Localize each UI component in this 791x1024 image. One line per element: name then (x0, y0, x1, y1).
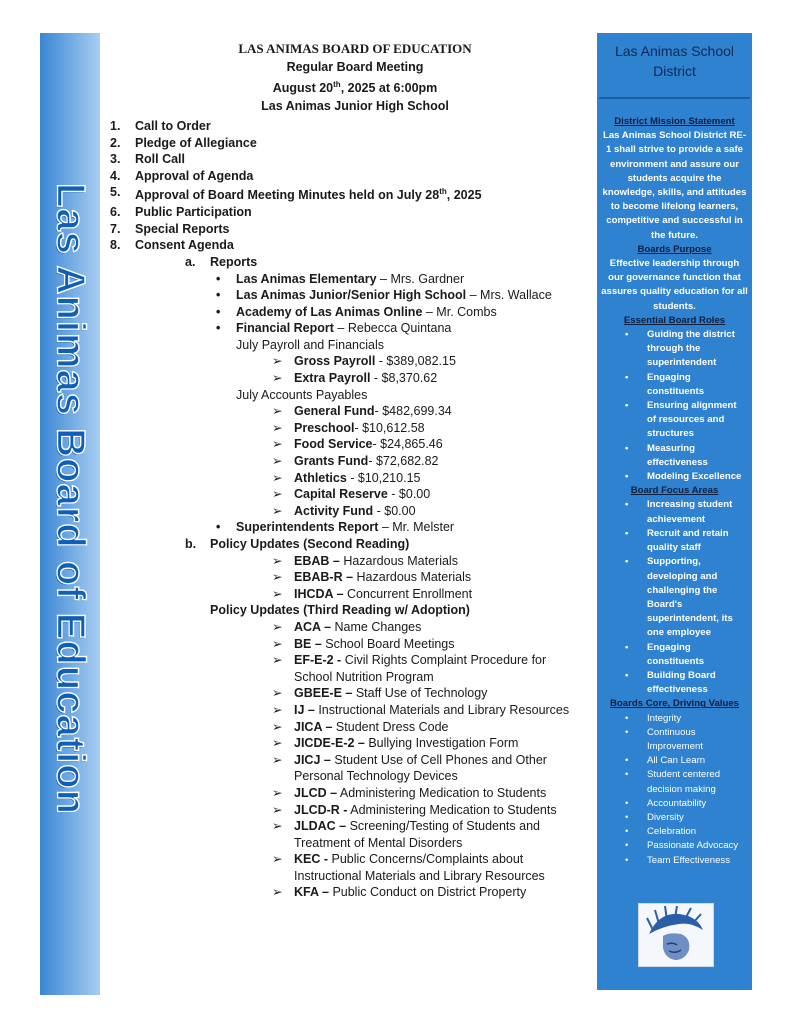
arrow-text: General Fund- $482,699.34 (294, 404, 452, 419)
superintendent-report (110, 519, 590, 536)
item-text: Approval of Board Meeting Minutes held on July 28th, 2025 (135, 187, 482, 203)
item-text: Roll Call (135, 152, 186, 167)
agenda-item (110, 237, 590, 254)
arrow-text: KFA – Public Conduct on District Property (294, 885, 527, 900)
bullet-text: Las Animas Elementary – Mrs. Gardner (236, 271, 465, 286)
arrow-bold: GBEE-E – (294, 686, 353, 701)
arrow-bold: JLDAC – (294, 819, 347, 834)
arrow-bold: KFA – (294, 885, 329, 900)
policy-item (110, 685, 590, 702)
item-number: 8. (110, 238, 121, 253)
arrow-bold: Athletics (294, 470, 347, 485)
arrow-text: Food Service- $24,865.46 (294, 437, 443, 452)
arrow-text: IJ – Instructional Materials and Library Resources (294, 702, 570, 717)
policy-item (110, 619, 590, 636)
reports-heading (110, 254, 590, 271)
document-header (200, 40, 510, 115)
bullet-text: Academy of Las Animas Online – Mr. Combs (236, 304, 497, 319)
bullet-text: Financial Report – Rebecca Quintana (236, 321, 452, 336)
arrow-bullet-icon: ➢ (272, 885, 283, 900)
arrow-text: KEC - Public Concerns/Complaints about Instructional Materials and Library Resources (294, 852, 545, 883)
policy-item (110, 553, 590, 570)
role-item: • Measuring effectiveness (597, 442, 752, 470)
arrow-bullet-icon: ➢ (272, 802, 283, 817)
item-number: 4. (110, 168, 121, 183)
item-text: Public Participation (135, 205, 252, 220)
policy-item (110, 735, 590, 752)
sub-title: Reports (210, 254, 258, 269)
arrow-bullet-icon: ➢ (272, 686, 283, 701)
report-item (110, 304, 590, 321)
focus-item: • Recruit and retain quality staff (597, 527, 752, 555)
bullet-bold: Las Animas Junior/Senior High School (236, 288, 467, 303)
arrow-bullet-icon: ➢ (272, 454, 283, 469)
meeting-type: Regular Board Meeting (286, 60, 424, 74)
arrow-bold: EF-E-2 - (294, 653, 342, 668)
arrow-text: EBAB – Hazardous Materials (294, 553, 458, 568)
bullet-icon: • (216, 321, 221, 336)
value-item: • All Can Learn (597, 754, 752, 768)
arrow-bold: JICDE-E-2 – (294, 736, 365, 751)
panel-body (597, 115, 752, 868)
payable-item (110, 486, 590, 503)
policy-item (110, 752, 590, 785)
focus-list (597, 498, 752, 697)
arrow-text: Athletics - $10,210.15 (294, 470, 421, 485)
policy-item (110, 652, 590, 685)
arrow-bold: Preschool (294, 420, 355, 435)
arrow-text: JICDE-E-2 – Bullying Investigation Form (294, 736, 519, 751)
bullet-icon: • (216, 271, 221, 286)
meeting-location: Las Animas Junior High School (261, 99, 449, 114)
arrow-text: Extra Payroll - $8,370.62 (294, 371, 438, 386)
arrow-text: IHCDA – Concurrent Enrollment (294, 586, 473, 601)
arrow-bullet-icon: ➢ (272, 752, 283, 767)
item-text: Pledge of Allegiance (135, 135, 257, 150)
agenda-item (110, 135, 590, 152)
payroll-label: July Payroll and Financials (236, 337, 384, 352)
policy-item (110, 586, 590, 603)
agenda-item (110, 204, 590, 221)
agenda-item (110, 118, 590, 135)
arrow-bold: Gross Payroll (294, 354, 376, 369)
arrow-bold: Capital Reserve (294, 487, 388, 502)
arrow-bullet-icon: ➢ (272, 819, 283, 834)
role-item: • Guiding the district through the superintendent (597, 328, 752, 371)
mascot-logo-icon (639, 904, 713, 966)
payable-item (110, 403, 590, 420)
values-list (597, 712, 752, 868)
item-number: 6. (110, 205, 121, 220)
policy-item (110, 569, 590, 586)
board-name: LAS ANIMAS BOARD OF EDUCATION (238, 41, 472, 56)
payroll-item (110, 370, 590, 387)
arrow-bold: BE – (294, 636, 322, 651)
policy-item (110, 719, 590, 736)
arrow-text: Activity Fund - $0.00 (294, 503, 416, 518)
value-item: • Celebration (597, 825, 752, 839)
bullet-icon: • (216, 520, 221, 535)
arrow-bold: Grants Fund (294, 454, 369, 469)
item-number: 1. (110, 119, 121, 133)
bullet-icon: • (216, 288, 221, 303)
meeting-date: August 20th, 2025 at 6:00pm (272, 80, 438, 96)
role-item: • Modeling Excellence (597, 470, 752, 484)
district-logo (638, 903, 714, 967)
arrow-bullet-icon: ➢ (272, 503, 283, 518)
purpose-heading: Boards Purpose (637, 243, 712, 255)
bullet-bold: Academy of Las Animas Online (236, 304, 423, 319)
arrow-bullet-icon: ➢ (272, 404, 283, 419)
arrow-text: JICA – Student Dress Code (294, 719, 449, 734)
arrow-bullet-icon: ➢ (272, 487, 283, 502)
arrow-text: JLDAC – Screening/Testing of Students and Treatment of Mental Disorders (294, 819, 540, 850)
arrow-bold: Activity Fund (294, 503, 374, 518)
arrow-bullet-icon: ➢ (272, 354, 283, 369)
report-item (110, 320, 590, 337)
values-heading: Boards Core, Driving Values (609, 698, 740, 710)
agenda-item (110, 168, 590, 185)
arrow-bullet-icon: ➢ (272, 719, 283, 734)
role-item: • Engaging constituents (597, 371, 752, 399)
bullet-bold: Financial Report (236, 321, 334, 336)
value-item: • Continuous Improvement (597, 726, 752, 754)
arrow-bold: EBAB – (294, 553, 340, 568)
arrow-bold: General Fund (294, 404, 375, 419)
policy-third-heading (110, 602, 590, 619)
arrow-bold: JICA – (294, 719, 333, 734)
item-number: 2. (110, 135, 121, 150)
agenda-item (110, 184, 590, 204)
bullet-bold: Superintendents Report (236, 520, 379, 535)
policy-item (110, 702, 590, 719)
arrow-bullet-icon: ➢ (272, 420, 283, 435)
arrow-bold: JICJ – (294, 752, 331, 767)
report-item (110, 271, 590, 288)
policy-second-heading (110, 536, 590, 553)
arrow-bullet-icon: ➢ (272, 553, 283, 568)
payable-item (110, 503, 590, 520)
arrow-text: Preschool- $10,612.58 (294, 420, 425, 435)
focus-item: • Supporting, developing and challenging the Board's superintendent, its one employee (597, 555, 752, 640)
arrow-bullet-icon: ➢ (272, 653, 283, 668)
panel-divider (599, 97, 750, 99)
value-item: • Accountability (597, 797, 752, 811)
arrow-bold: Extra Payroll (294, 371, 371, 386)
arrow-bold: IJ – (294, 702, 315, 717)
sub-title: Policy Updates (Third Reading w/ Adoption) (210, 603, 470, 618)
bullet-bold: Las Animas Elementary (236, 271, 377, 286)
payroll-item (110, 353, 590, 370)
banner-title: Las Animas Board of Education (48, 183, 93, 816)
arrow-text: Grants Fund- $72,682.82 (294, 454, 439, 469)
focus-item: • Building Board effectiveness (597, 669, 752, 697)
left-banner (40, 33, 100, 995)
policy-item (110, 818, 590, 851)
arrow-bullet-icon: ➢ (272, 702, 283, 717)
arrow-text: EBAB-R – Hazardous Materials (294, 570, 472, 585)
arrow-bold: EBAB-R – (294, 570, 354, 585)
arrow-text: EF-E-2 - Civil Rights Complaint Procedure for School Nutrition Program (294, 653, 547, 684)
report-item (110, 287, 590, 304)
policy-item (110, 851, 590, 884)
roles-heading: Essential Board Roles (623, 314, 726, 326)
item-text: Call to Order (135, 119, 211, 133)
payable-item (110, 420, 590, 437)
arrow-bullet-icon: ➢ (272, 371, 283, 386)
role-item: • Ensuring alignment of resources and structures (597, 399, 752, 442)
arrow-bullet-icon: ➢ (272, 470, 283, 485)
arrow-bullet-icon: ➢ (272, 636, 283, 651)
arrow-bullet-icon: ➢ (272, 619, 283, 634)
arrow-bold: JLCD-R - (294, 802, 348, 817)
arrow-text: Gross Payroll - $389,082.15 (294, 354, 456, 369)
agenda-item (110, 151, 590, 168)
focus-item: • Engaging constituents (597, 641, 752, 669)
arrow-text: JLCD – Administering Medication to Students (294, 785, 547, 800)
agenda-item (110, 221, 590, 238)
value-item: • Diversity (597, 811, 752, 825)
payables-label: July Accounts Payables (236, 387, 368, 402)
arrow-bold: KEC - (294, 852, 329, 867)
focus-heading: Board Focus Areas (630, 485, 719, 497)
district-panel (597, 33, 752, 990)
arrow-bullet-icon: ➢ (272, 570, 283, 585)
arrow-text: JLCD-R - Administering Medication to Students (294, 802, 557, 817)
item-number: 3. (110, 152, 121, 167)
arrow-bullet-icon: ➢ (272, 586, 283, 601)
mission-text: Las Animas School District RE-1 shall strive to provide a safe environment and assure our students acquire the knowledge, skills, and attitudes to become lifelong learners, competitive and successful in the future. (602, 130, 747, 241)
item-text: Approval of Agenda (135, 168, 254, 183)
arrow-text: Capital Reserve - $0.00 (294, 487, 431, 502)
bullet-text: Las Animas Junior/Senior High School – Mrs. Wallace (236, 288, 552, 303)
panel-title: Las Animas School District (597, 33, 752, 97)
arrow-text: GBEE-E – Staff Use of Technology (294, 686, 488, 701)
payable-item (110, 470, 590, 487)
arrow-bold: ACA – (294, 619, 332, 634)
policy-item (110, 802, 590, 819)
arrow-bold: Food Service (294, 437, 373, 452)
value-item: • Student centered decision making (597, 768, 752, 796)
bullet-icon: • (216, 304, 221, 319)
item-text: Special Reports (135, 221, 230, 236)
arrow-text: BE – School Board Meetings (294, 636, 455, 651)
agenda (110, 118, 590, 901)
value-item: • Passionate Advocacy (597, 839, 752, 853)
policy-item (110, 884, 590, 901)
payable-item (110, 453, 590, 470)
arrow-bullet-icon: ➢ (272, 437, 283, 452)
payable-item (110, 436, 590, 453)
ordinal-suffix: th (439, 187, 447, 197)
sub-label: b. (185, 537, 197, 551)
value-item: • Integrity (597, 712, 752, 726)
item-text: Consent Agenda (135, 238, 234, 253)
arrow-text: JICJ – Student Use of Cell Phones and Other Personal Technology Devices (294, 752, 547, 784)
arrow-text: ACA – Name Changes (294, 619, 422, 634)
focus-item: • Increasing student achievement (597, 498, 752, 526)
arrow-bullet-icon: ➢ (272, 852, 283, 867)
arrow-bullet-icon: ➢ (272, 785, 283, 800)
arrow-bold: JLCD – (294, 785, 338, 800)
purpose-text: Effective leadership through our governance function that assures quality education for all students. (601, 258, 748, 312)
bullet-text: Superintendents Report – Mr. Melster (236, 520, 455, 535)
mission-heading: District Mission Statement (614, 116, 735, 127)
arrow-bullet-icon: ➢ (272, 736, 283, 751)
arrow-bold: IHCDA – (294, 586, 344, 601)
item-number: 5. (110, 185, 121, 200)
item-number: 7. (110, 221, 121, 236)
value-item: • Team Effectiveness (597, 854, 752, 868)
roles-list (597, 328, 752, 484)
sub-title: Policy Updates (Second Reading) (210, 537, 410, 551)
policy-item (110, 785, 590, 802)
sub-label: a. (185, 254, 196, 269)
policy-item (110, 636, 590, 653)
